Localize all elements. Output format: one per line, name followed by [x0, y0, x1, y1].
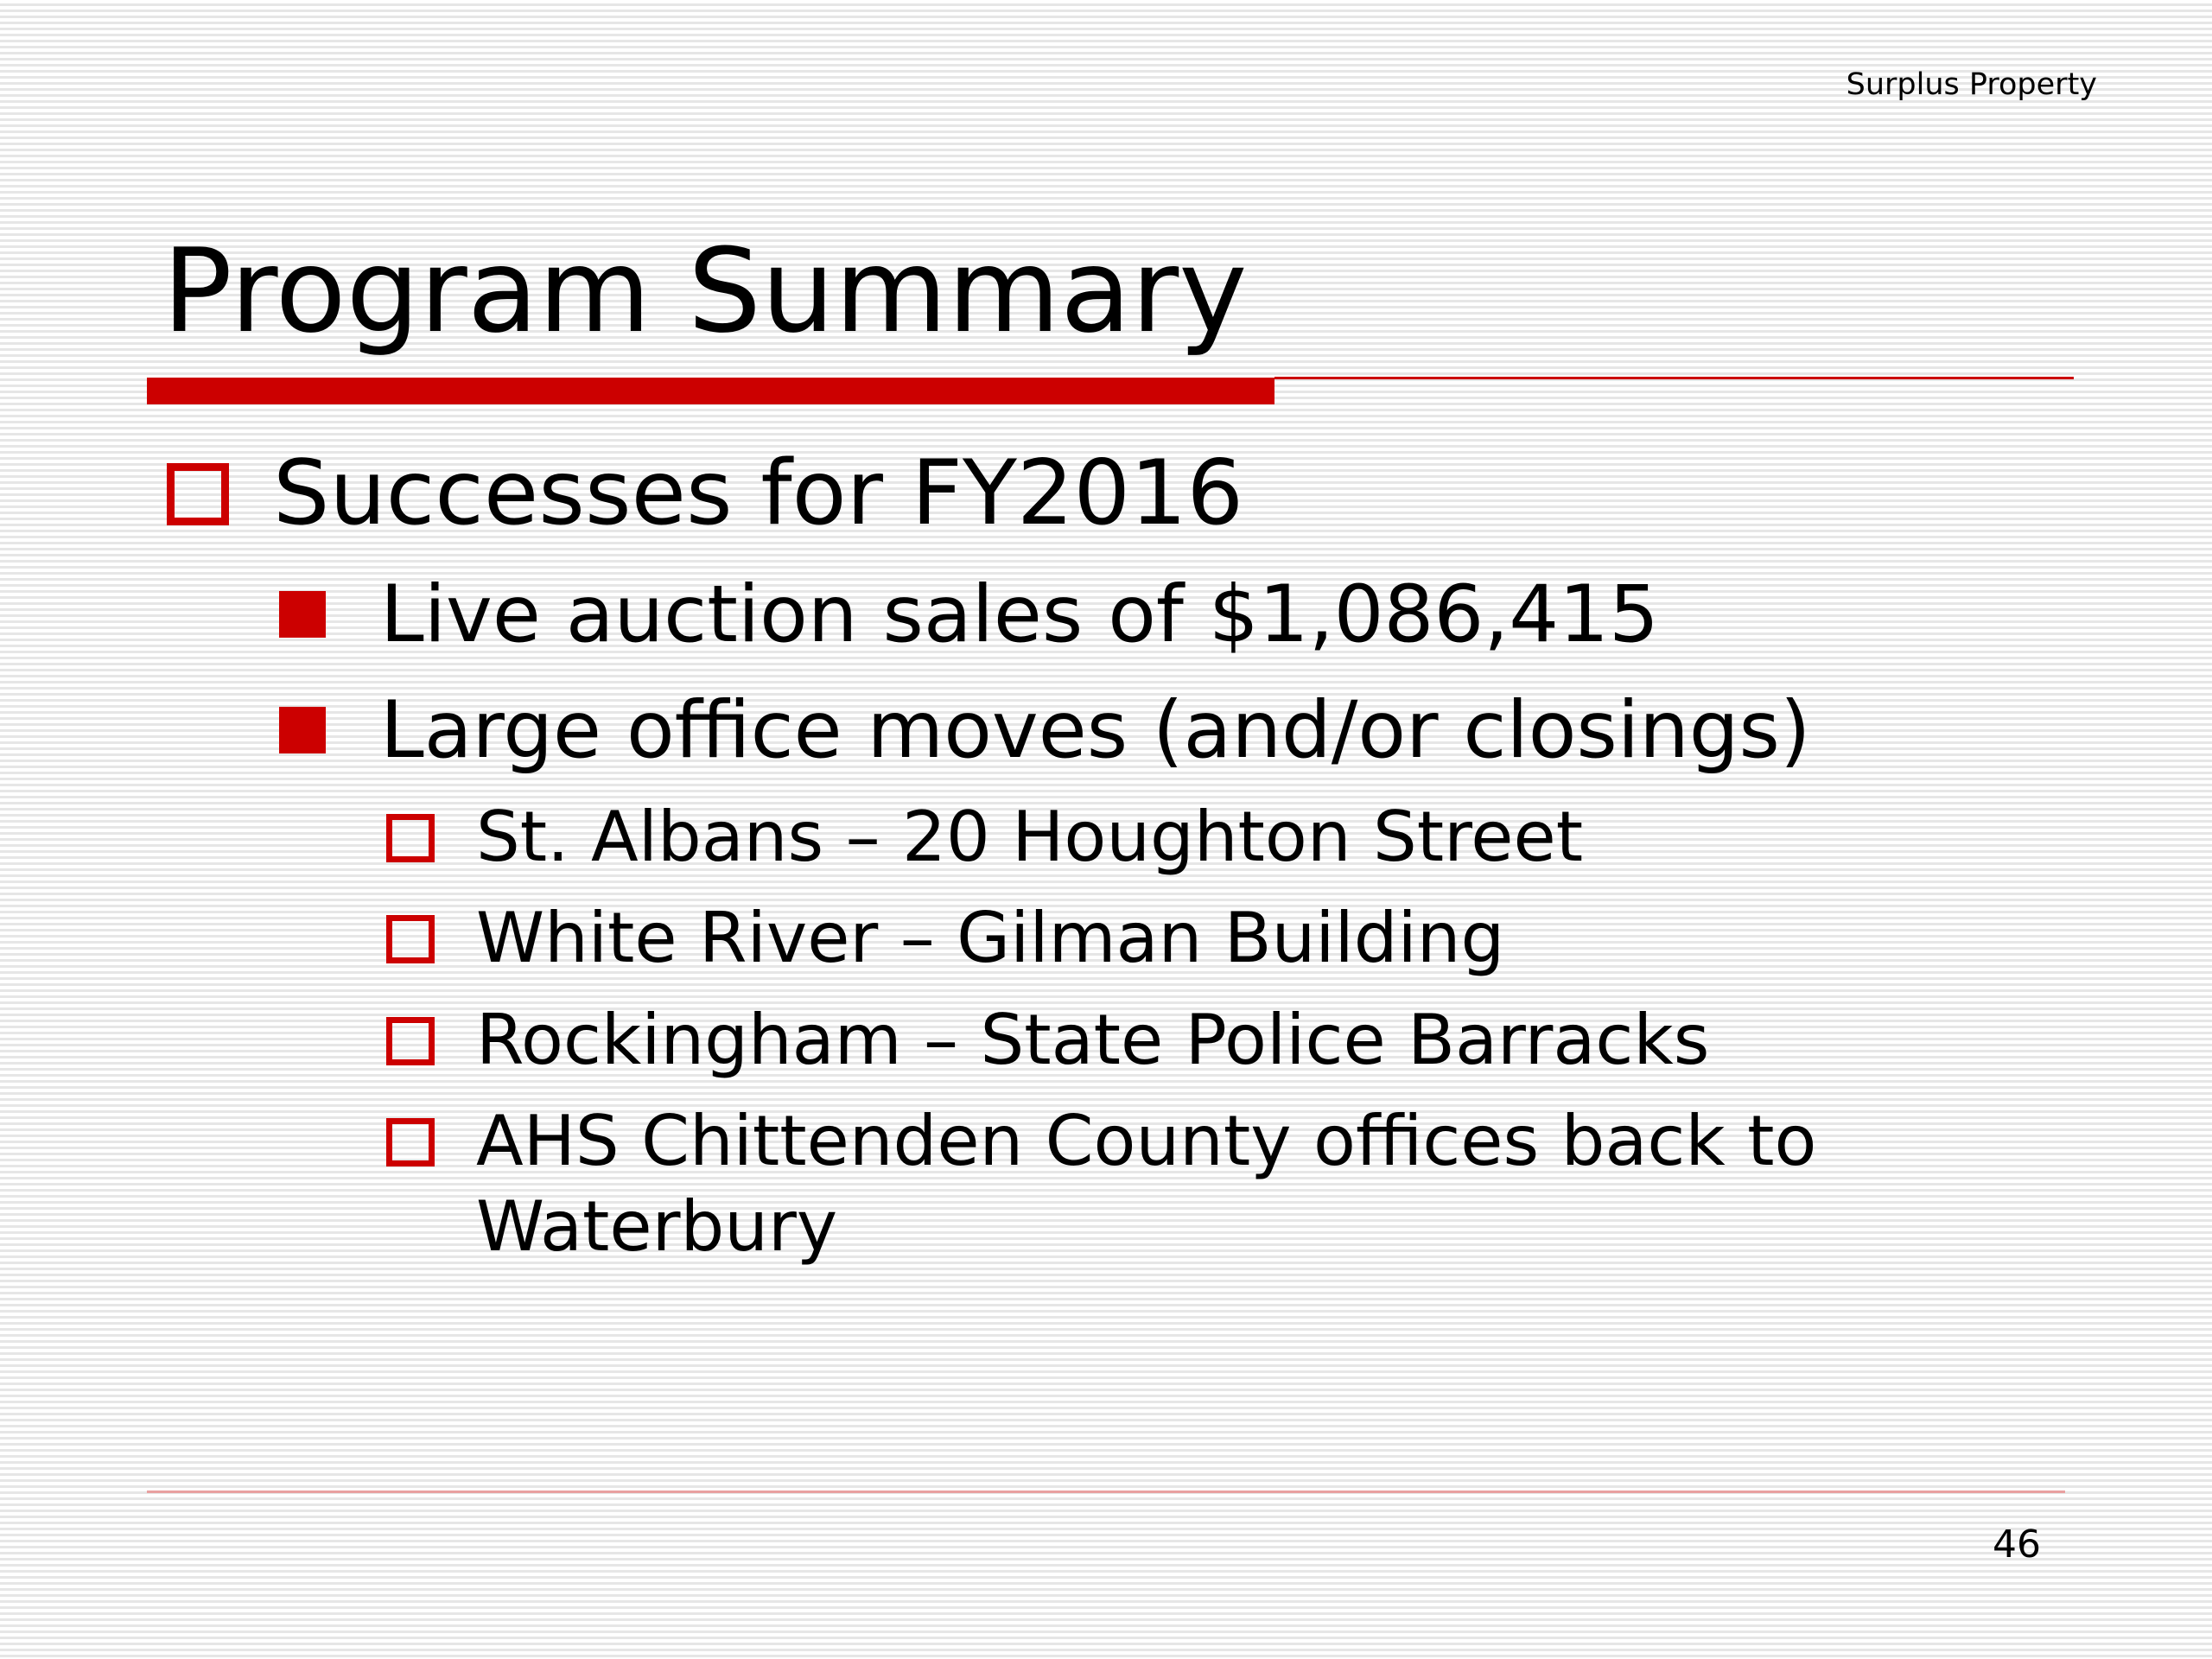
bullet-level3-text: AHS Chittenden County offices back to	[476, 1101, 1817, 1181]
bullet-level3-text: White River – Gilman Building	[476, 898, 1505, 978]
bullet-level3-text: St. Albans – 20 Houghton Street	[476, 797, 1584, 877]
hollow-square-bullet-icon	[386, 814, 435, 862]
hollow-square-bullet-icon	[167, 463, 229, 525]
page-number: 46	[1993, 1522, 2041, 1567]
slide-title: Program Summary	[162, 224, 1248, 359]
hollow-square-bullet-icon	[386, 1017, 435, 1065]
bullet-level3-text: Rockingham – State Police Barracks	[476, 1000, 1710, 1080]
title-underline-thick	[147, 378, 1274, 404]
hollow-square-bullet-icon	[386, 915, 435, 963]
title-underline-thin	[1274, 377, 2074, 379]
bullet-level2-text: Live auction sales of $1,086,415	[380, 569, 1659, 660]
section-label: Surplus Property	[1846, 67, 2097, 102]
footer-divider	[147, 1491, 2065, 1493]
filled-square-bullet-icon	[279, 591, 326, 638]
filled-square-bullet-icon	[279, 707, 326, 753]
bullet-level1-text: Successes for FY2016	[273, 442, 1244, 545]
hollow-square-bullet-icon	[386, 1118, 435, 1166]
bullet-level3-text-continuation: Waterbury	[476, 1186, 838, 1267]
bullet-level2-text: Large office moves (and/or closings)	[380, 685, 1811, 776]
